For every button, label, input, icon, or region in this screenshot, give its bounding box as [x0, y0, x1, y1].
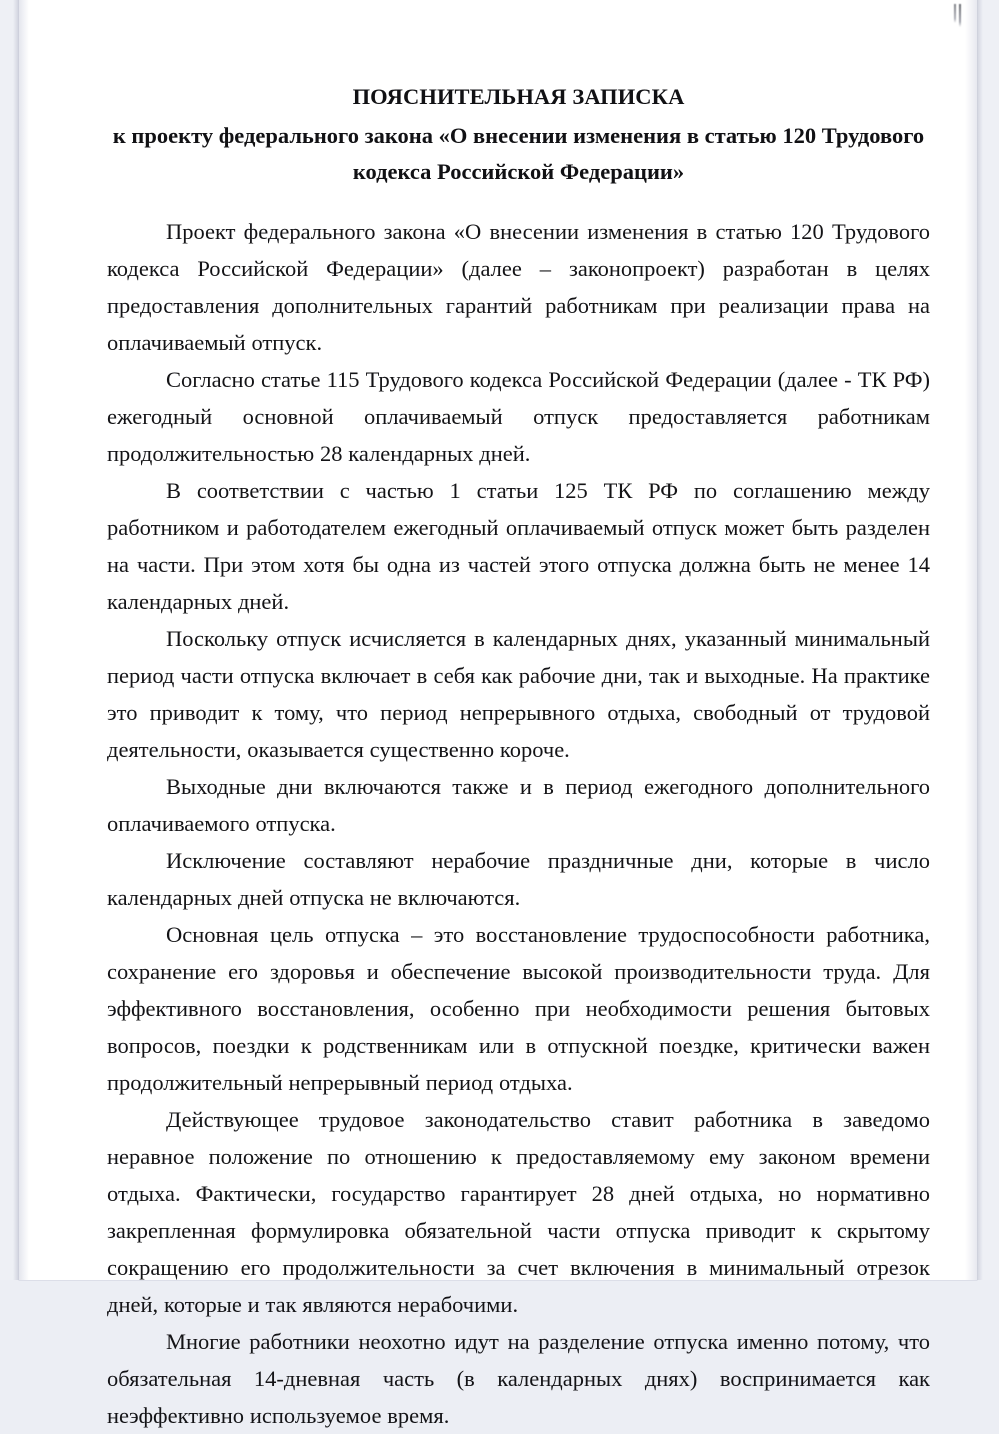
paragraph: Поскольку отпуск исчисляется в календарных днях, указанный минимальный период части отпуска включает в себя как рабочие дни, так и выходные. На практике это приводит к тому, что период непрерывного отдыха, свободный от трудовой деятельности, оказывается существенно короче. [107, 626, 930, 762]
document-text-column [107, 78, 930, 1434]
paragraph: В соответствии с частью 1 статьи 125 ТК РФ по соглашению между работником и работодателем ежегодный оплачиваемый отпуск может быть разделен на части. При этом хотя бы одна из частей этого отпуска должна быть не менее 14 календарных дней. [107, 478, 930, 614]
paragraph: Проект федерального закона «О внесении изменения в статью 120 Трудового кодекса Российской Федерации» (далее – законопроект) разработан в целях предоставления дополнительных гарантий работникам при реализации права на оплачиваемый отпуск. [107, 219, 930, 355]
scan-artifact-stroke-2 [959, 4, 961, 27]
paragraph: Согласно статье 115 Трудового кодекса Российской Федерации (далее - ТК РФ) ежегодный основной оплачиваемый отпуск предоставляется работникам продолжительностью 28 календарных дней. [107, 367, 930, 466]
page-gutter-left [0, 0, 19, 1280]
paragraph: Основная цель отпуска – это восстановление трудоспособности работника, сохранение его здоровья и обеспечение высокой производительности труда. Для эффективного восстановления, особенно при необходимости решения бытовых вопросов, поездки к родственникам или в отпускной поездке, критически важен продолжительный непрерывный период отдыха. [107, 922, 930, 1095]
paragraph: Многие работники неохотно идут на разделение отпуска именно потому, что обязательная 14-дневная часть (в календарных днях) воспринимается как неэффективно используемое время. [107, 1329, 930, 1428]
paragraph: Исключение составляют нерабочие праздничные дни, которые в число календарных дней отпуска не включаются. [107, 848, 930, 910]
document-body [107, 213, 930, 1434]
scan-artifact-mark [952, 4, 966, 28]
paragraph: Выходные дни включаются также и в период ежегодного дополнительного оплачиваемого отпуска. [107, 774, 930, 836]
scan-artifact-stroke-1 [954, 4, 956, 23]
scanned-document-page [19, 0, 977, 1428]
paragraph: Действующее трудовое законодательство ставит работника в заведомо неравное положение по отношению к предоставляемому ему законом времени отдыха. Фактически, государство гарантирует 28 дней отдыха, но нормативно закрепленная формулировка обязательной части отпуска приводит к скрытому сокращению его продолжительности за счет включения в минимальный отрезок дней, которые и так являются нерабочими. [107, 1107, 930, 1317]
page-gutter-right [977, 0, 999, 1280]
document-subtitle: к проекту федерального закона «О внесении изменения в статью 120 Трудового кодекса Российской Федерации» [112, 123, 925, 184]
document-title: ПОЯСНИТЕЛЬНАЯ ЗАПИСКА [352, 84, 685, 109]
